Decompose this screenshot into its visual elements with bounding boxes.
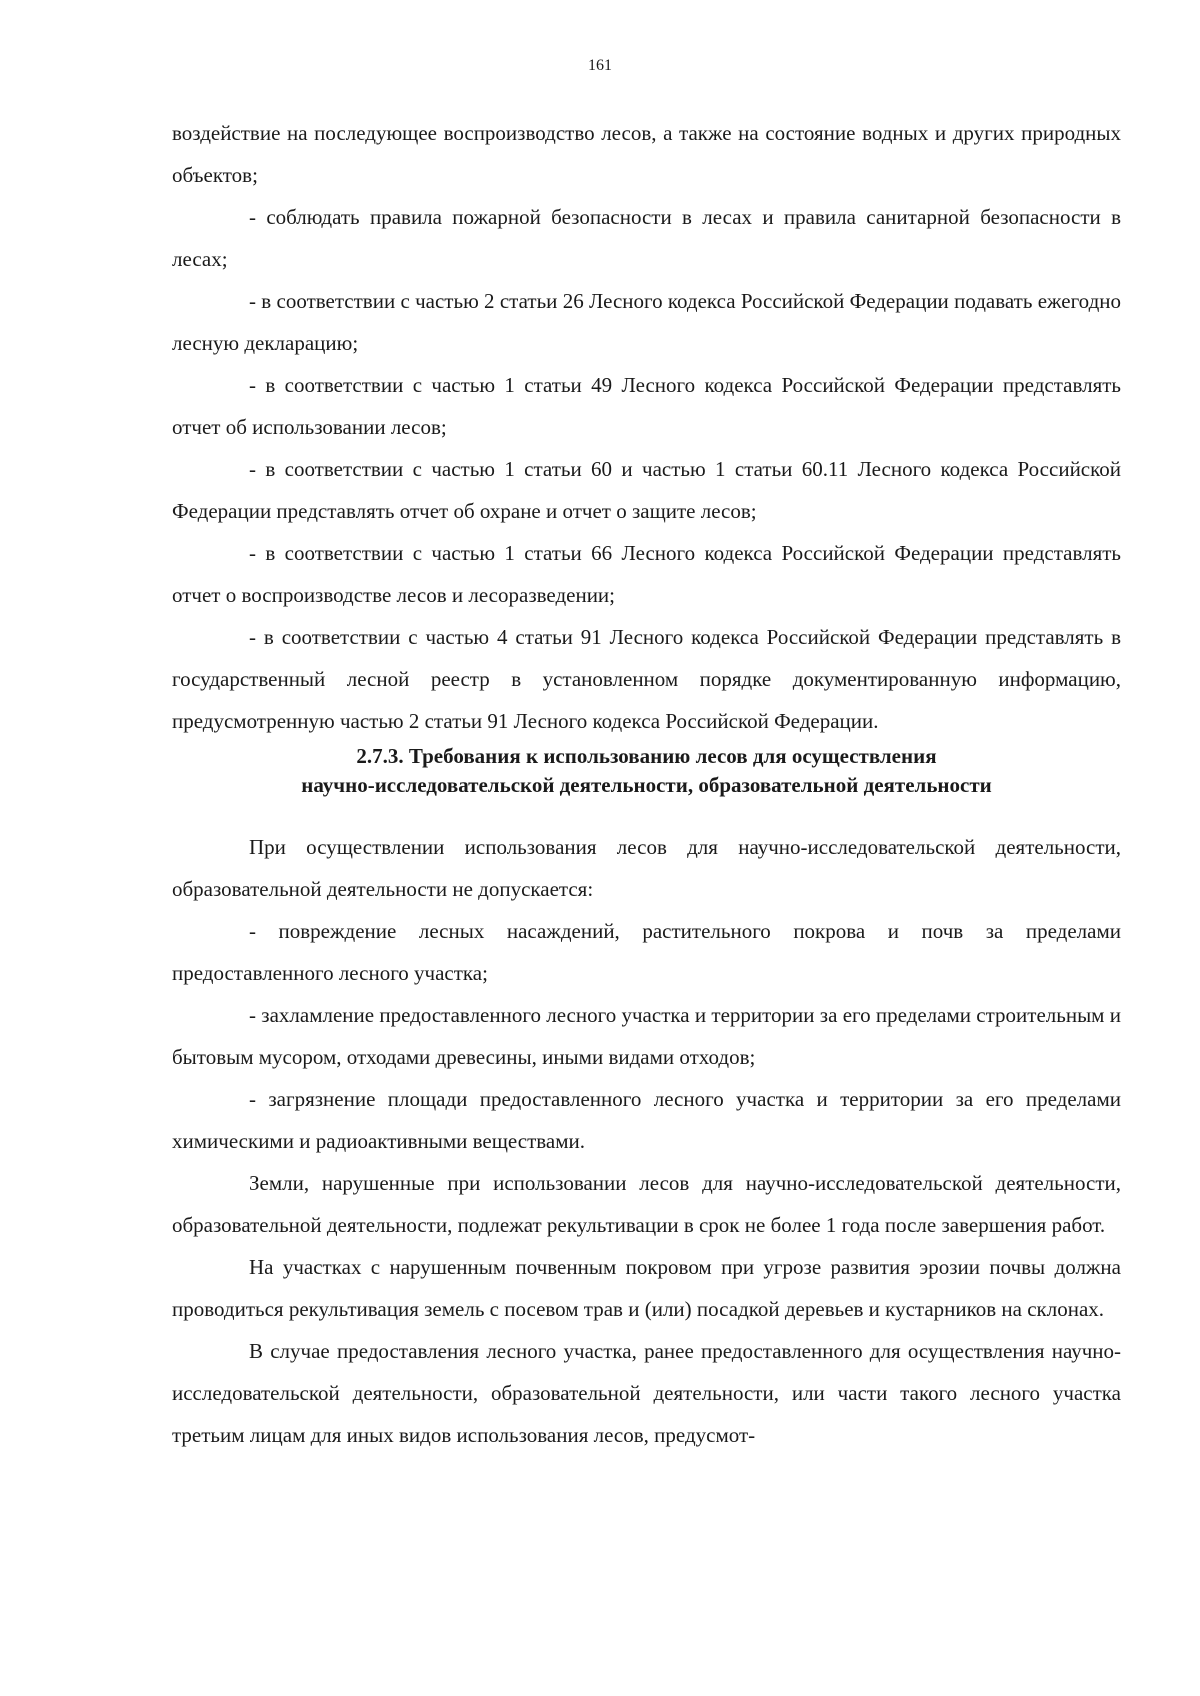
paragraph: воздействие на последующее воспроизводство лесов, а также на состояние водных и других природных объектов;: [172, 121, 1121, 187]
paragraph: При осуществлении использования лесов для научно-исследовательской деятельности, образовательной деятельности не допускается:: [172, 835, 1121, 901]
list-item: - в соответствии с частью 1 статьи 49 Лесного кодекса Российской Федерации представлять отчет об использовании лесов;: [172, 373, 1121, 439]
paragraph: В случае предоставления лесного участка, ранее предоставленного для осуществления научно-исследовательской деятельности, образовательной деятельности, или части такого лесного участка третьим лицам для иных видов использования лесов, предусмот-: [172, 1339, 1121, 1447]
list-item: - повреждение лесных насаждений, растительного покрова и почв за пределами предоставленного лесного участка;: [172, 919, 1121, 985]
list-item: - захламление предоставленного лесного участка и территории за его пределами строительным и бытовым мусором, отходами древесины, иными видами отходов;: [172, 1003, 1121, 1069]
paragraph: Земли, нарушенные при использовании лесов для научно-исследовательской деятельности, образовательной деятельности, подлежат рекультивации в срок не более 1 года после завершения работ.: [172, 1171, 1121, 1237]
paragraph: На участках с нарушенным почвенным покровом при угрозе развития эрозии почвы должна проводиться рекультивация земель с посевом трав и (или) посадкой деревьев и кустарников на склонах.: [172, 1255, 1121, 1321]
list-item: - в соответствии с частью 4 статьи 91 Лесного кодекса Российской Федерации представлять в государственный лесной реестр в установленном порядке документированную информацию, предусмотренную частью 2 статьи 91 Лесного кодекса Российской Федерации.: [172, 625, 1121, 733]
list-item: - в соответствии с частью 1 статьи 66 Лесного кодекса Российской Федерации представлять отчет о воспроизводстве лесов и лесоразведении;: [172, 541, 1121, 607]
section-heading: [172, 742, 1121, 826]
list-item: - соблюдать правила пожарной безопасности в лесах и правила санитарной безопасности в лесах;: [172, 205, 1121, 271]
page-body: [172, 112, 1121, 1456]
page-number: 161: [588, 57, 612, 74]
list-item: - в соответствии с частью 1 статьи 60 и частью 1 статьи 60.11 Лесного кодекса Российской Федерации представлять отчет об охране и отчет о защите лесов;: [172, 457, 1121, 523]
section-heading-line-2: научно-исследовательской деятельности, образовательной деятельности: [301, 773, 992, 797]
list-item: - в соответствии с частью 2 статьи 26 Лесного кодекса Российской Федерации подавать ежегодно лесную декларацию;: [172, 289, 1121, 355]
section-heading-line-1: 2.7.3. Требования к использованию лесов для осуществления: [356, 744, 937, 768]
list-item: - загрязнение площади предоставленного лесного участка и территории за его пределами химическими и радиоактивными веществами.: [172, 1087, 1121, 1153]
